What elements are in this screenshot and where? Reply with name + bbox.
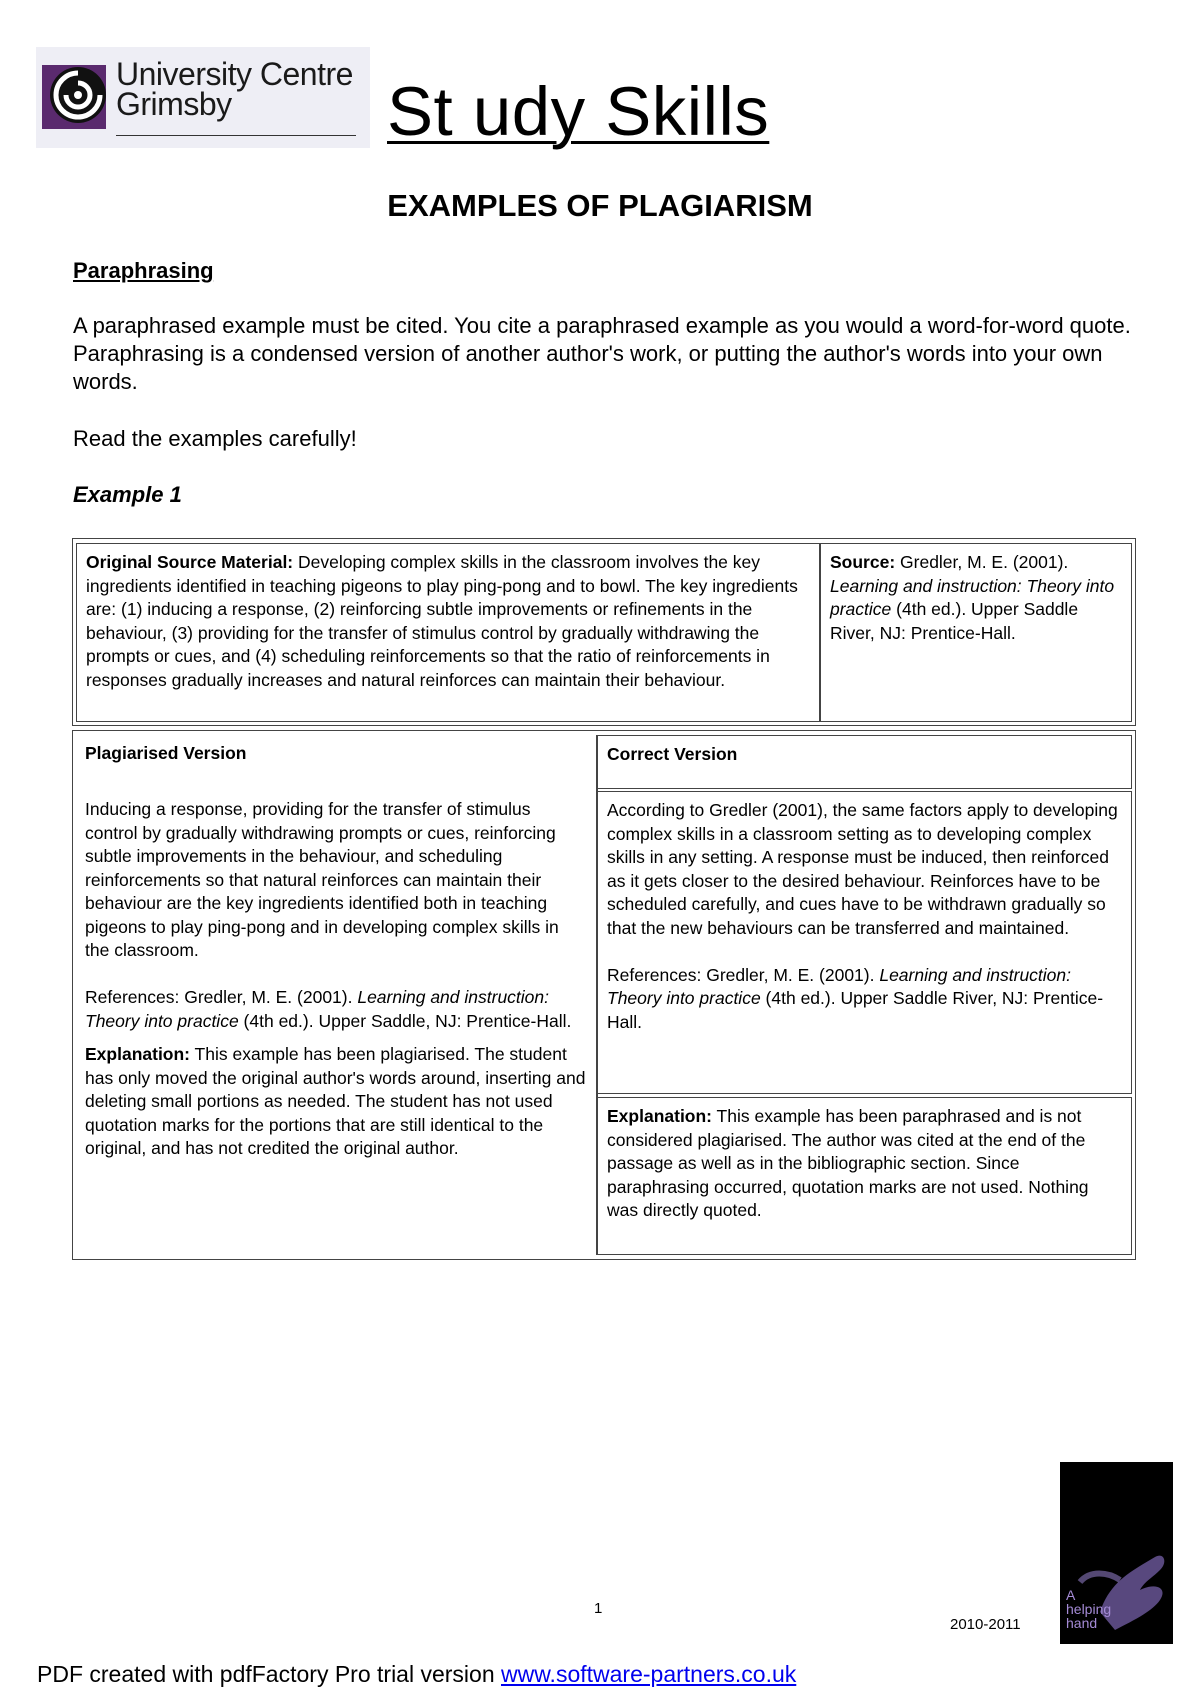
example-label: Example 1 [73, 482, 182, 507]
original-source-cell [76, 543, 820, 722]
correct-version-heading-cell [597, 735, 1132, 789]
software-partners-link[interactable]: www.software-partners.co.uk [501, 1661, 797, 1687]
pdf-notice [37, 1660, 796, 1688]
correct-explanation: Explanation: This example has been paraphrased and is not considered plagiarised. The author was cited at the end of the passage as well as in the bibliographic section. Since paraphrasing occurred, quotation marks are not used. Nothing was directly quoted. [607, 1106, 1089, 1220]
helping-hand-caption: A helping hand [1066, 1587, 1112, 1631]
source-citation-cell [820, 543, 1132, 722]
pdf-notice-text: PDF created with pdfFactory Pro trial version [37, 1661, 501, 1687]
logo-underline [116, 135, 356, 136]
plagiarised-version-cell [76, 735, 595, 1255]
source-rest: (4th ed.). Upper Saddle River, NJ: Prentice-Hall. [830, 599, 1079, 643]
page-number: 1 [594, 1600, 603, 1617]
correct-reference: References: Gredler, M. E. (2001). Learning and instruction: Theory into practice (4th ed.). Upper Saddle River, NJ: Prentice-Hall. [607, 964, 1104, 1032]
plagiarised-explanation: Explanation: This example has been plagiarised. The student has only moved the original author's words around, inserting and deleting small portions as needed. The student has not used quotation marks for the portions that are still identical to the original, and has not credited the original author. [85, 1044, 586, 1158]
page-title: EXAMPLES OF PLAGIARISM [387, 188, 813, 223]
read-note: Read the examples carefully! [73, 426, 357, 451]
banner-title: St udy Skills [387, 73, 770, 150]
source-author: Gredler, M. E. (2001). [895, 552, 1069, 572]
logo-wordmark [116, 56, 353, 122]
plagiarised-body: Inducing a response, providing for the transfer of stimulus control by gradually withdrawing prompts or cues, reinforcing subtle improvements in the behaviour, and scheduling reinforcements so that natural reinforces can maintain their behaviour are the key ingredients identified both in teaching pigeons to play ping-pong and in developing complex skills in the classroom. [85, 799, 559, 960]
intro-paragraph: A paraphrased example must be cited. You cite a paraphrased example as you would a word-for-word quote. Paraphrasing is a condensed version of another author's work, or putting the author's words into your own words. [73, 313, 1131, 394]
correct-explanation-cell [597, 1097, 1132, 1255]
correct-heading: Correct Version [607, 744, 738, 764]
original-source-text: Developing complex skills in the classroom involves the key ingredients identified in teaching pigeons to play ping-pong and to bowl. The key ingredients are: (1) inducing a response, (2) reinforcing subtle improvements or refinements in the behaviour, (3) providing for the transfer of stimulus control by gradually withdrawing the prompts or cues, and (4) scheduling reinforcements so that the ratio of reinforcements in responses gradually increases and natural reinforces can maintain their behaviour. [86, 552, 798, 690]
original-source-label: Original Source Material: [86, 552, 294, 572]
correct-body: According to Gredler (2001), the same factors apply to developing complex skills in a classroom setting as to developing complex skills in any setting. A response must be induced, then reinforced as it gets closer to the desired behaviour. Reinforces have to be scheduled carefully, and cues have to be withdrawn gradually so that the new behaviours can be transferred and maintained. [607, 800, 1118, 938]
plagiarised-reference: References: Gredler, M. E. (2001). Learning and instruction: Theory into practice (4th ed.). Upper Saddle, NJ: Prentice-Hall. [85, 987, 572, 1031]
year-range: 2010-2011 [950, 1616, 1021, 1633]
plagiarised-heading: Plagiarised Version [85, 743, 247, 763]
source-title: Learning and instruction: Theory into practice [830, 575, 1115, 619]
university-logo [36, 47, 370, 148]
helping-hand-image [1060, 1462, 1173, 1644]
source-label: Source: [830, 552, 896, 572]
logo-name-line2: Grimsby [116, 86, 232, 122]
section-heading: Paraphrasing [73, 258, 214, 283]
logo-name-line1: University Centre [116, 56, 353, 92]
correct-version-cell [597, 791, 1132, 1094]
swirl-logo-icon [42, 59, 112, 139]
